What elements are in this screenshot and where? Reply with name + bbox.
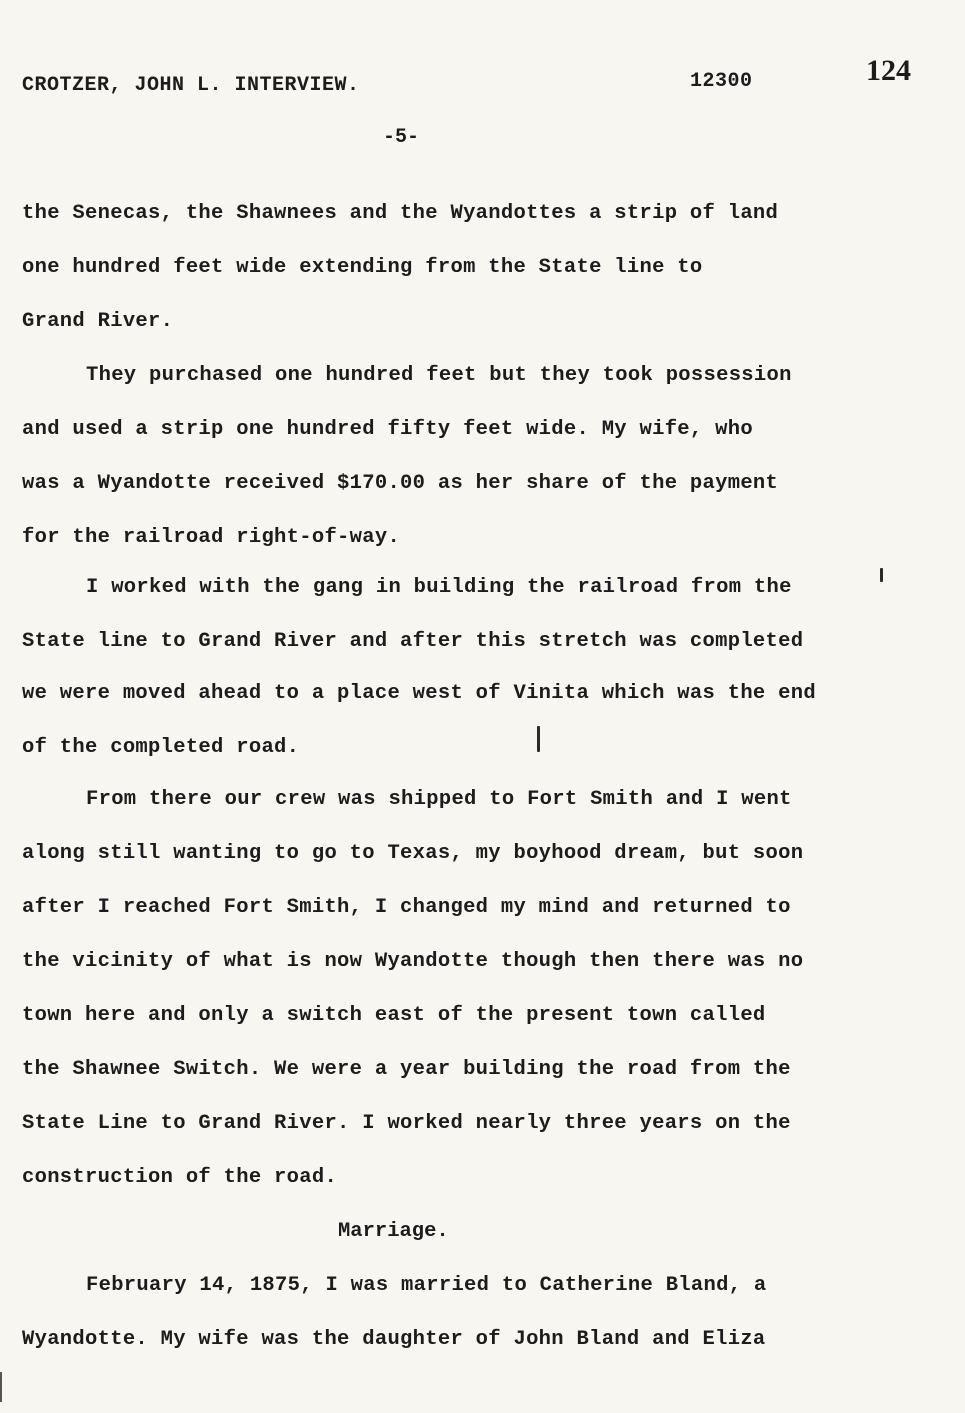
text-line: for the railroad right-of-way. <box>22 526 401 549</box>
text-line: and used a strip one hundred fifty feet wide. My wife, who <box>22 418 753 441</box>
text-line: the vicinity of what is now Wyandotte though then there was no <box>22 950 804 973</box>
text-line: construction of the road. <box>22 1166 338 1189</box>
ink-mark <box>880 568 883 582</box>
ink-mark <box>537 726 540 752</box>
text-line: the Senecas, the Shawnees and the Wyandottes a strip of land <box>22 202 779 225</box>
section-heading: Marriage. <box>338 1220 449 1243</box>
text-line: State line to Grand River and after this stretch was completed <box>22 630 804 653</box>
text-line: after I reached Fort Smith, I changed my mind and returned to <box>22 896 791 919</box>
text-line: Grand River. <box>22 310 174 333</box>
text-line: we were moved ahead to a place west of Vinita which was the end <box>22 682 816 705</box>
header-number: 12300 <box>690 70 753 93</box>
text-line: along still wanting to go to Texas, my boyhood dream, but soon <box>22 842 804 865</box>
text-line: State Line to Grand River. I worked nearly three years on the <box>22 1112 791 1135</box>
text-line: Wyandotte. My wife was the daughter of John Bland and Eliza <box>22 1328 766 1351</box>
header-title: CROTZER, JOHN L. INTERVIEW. <box>22 74 360 97</box>
text-line: one hundred feet wide extending from the State line to <box>22 256 703 279</box>
text-line: the Shawnee Switch. We were a year building the road from the <box>22 1058 791 1081</box>
text-line: They purchased one hundred feet but they took possession <box>86 364 792 387</box>
text-line: of the completed road. <box>22 736 300 759</box>
text-line: was a Wyandotte received $170.00 as her share of the payment <box>22 472 779 495</box>
text-line: From there our crew was shipped to Fort Smith and I went <box>86 788 792 811</box>
text-line: February 14, 1875, I was married to Catherine Bland, a <box>86 1274 767 1297</box>
page-subheading: -5- <box>383 126 420 149</box>
text-line: I worked with the gang in building the railroad from the <box>86 576 792 599</box>
page-number: 124 <box>866 54 911 87</box>
scan-edge-mark <box>0 1372 2 1402</box>
text-line: town here and only a switch east of the present town called <box>22 1004 766 1027</box>
